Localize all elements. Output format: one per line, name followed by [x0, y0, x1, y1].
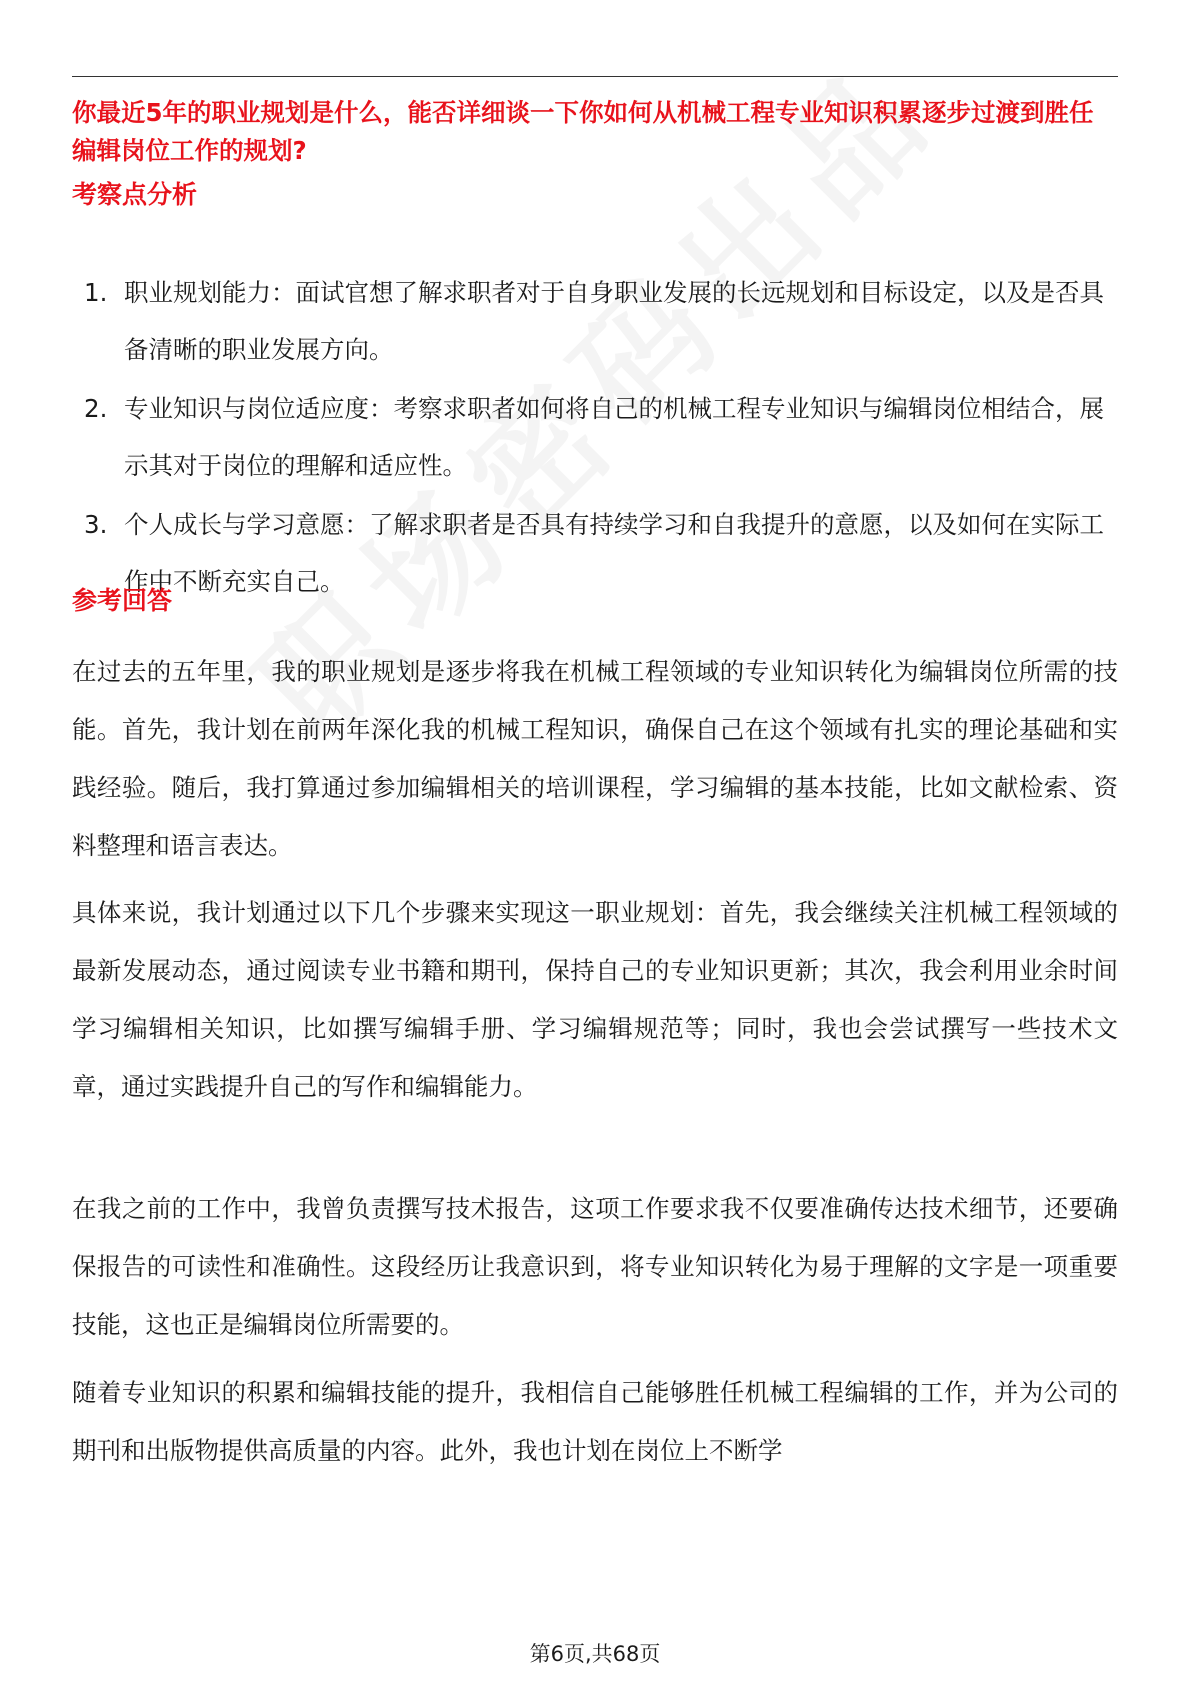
list-number: 3. [84, 510, 108, 539]
answer-paragraph: 具体来说，我计划通过以下几个步骤来实现这一职业规划：首先，我会继续关注机械工程领域的最新发展动态，通过阅读专业书籍和期刊，保持自己的专业知识更新；其次，我会利用业余时间学习编辑相关知识，比如撰写编辑手册、学习编辑规范等；同时，我也会尝试撰写一些技术文章，通过实践提升自己的写作和编辑能力。 [72, 898, 1118, 1101]
list-number: 1. [84, 278, 108, 307]
answer-heading: 参考回答 [72, 586, 173, 615]
list-text: 个人成长与学习意愿：了解求职者是否具有持续学习和自我提升的意愿，以及如何在实际工作中不断充实自己。 [124, 510, 1104, 596]
list-item [72, 380, 1118, 494]
answer-paragraph: 随着专业知识的积累和编辑技能的提升，我相信自己能够胜任机械工程编辑的工作，并为公司的期刊和出版物提供高质量的内容。此外，我也计划在岗位上不断学 [72, 1378, 1118, 1465]
list-item [72, 496, 1118, 610]
answer-paragraph: 在过去的五年里，我的职业规划是逐步将我在机械工程领域的专业知识转化为编辑岗位所需的技能。首先，我计划在前两年深化我的机械工程知识，确保自己在这个领域有扎实的理论基础和实践经验。随后，我打算通过参加编辑相关的培训课程，学习编辑的基本技能，比如文献检索、资料整理和语言表达。 [72, 657, 1118, 860]
page-number: 第6页,共68页 [529, 1642, 661, 1666]
analysis-list [72, 264, 1118, 612]
list-text: 专业知识与岗位适应度：考察求职者如何将自己的机械工程专业知识与编辑岗位相结合，展示其对于岗位的理解和适应性。 [124, 394, 1104, 480]
question-title: 你最近5年的职业规划是什么，能否详细谈一下你如何从机械工程专业知识积累逐步过渡到胜任编辑岗位工作的规划? [72, 98, 1094, 165]
list-number: 2. [84, 394, 108, 423]
list-text: 职业规划能力：面试官想了解求职者对于自身职业发展的长远规划和目标设定，以及是否具备清晰的职业发展方向。 [124, 278, 1104, 364]
answer-paragraph: 在我之前的工作中，我曾负责撰写技术报告，这项工作要求我不仅要准确传达技术细节，还要确保报告的可读性和准确性。这段经历让我意识到，将专业知识转化为易于理解的文字是一项重要技能，这也正是编辑岗位所需要的。 [72, 1194, 1118, 1339]
analysis-heading: 考察点分析 [72, 180, 198, 209]
list-item [72, 264, 1118, 378]
